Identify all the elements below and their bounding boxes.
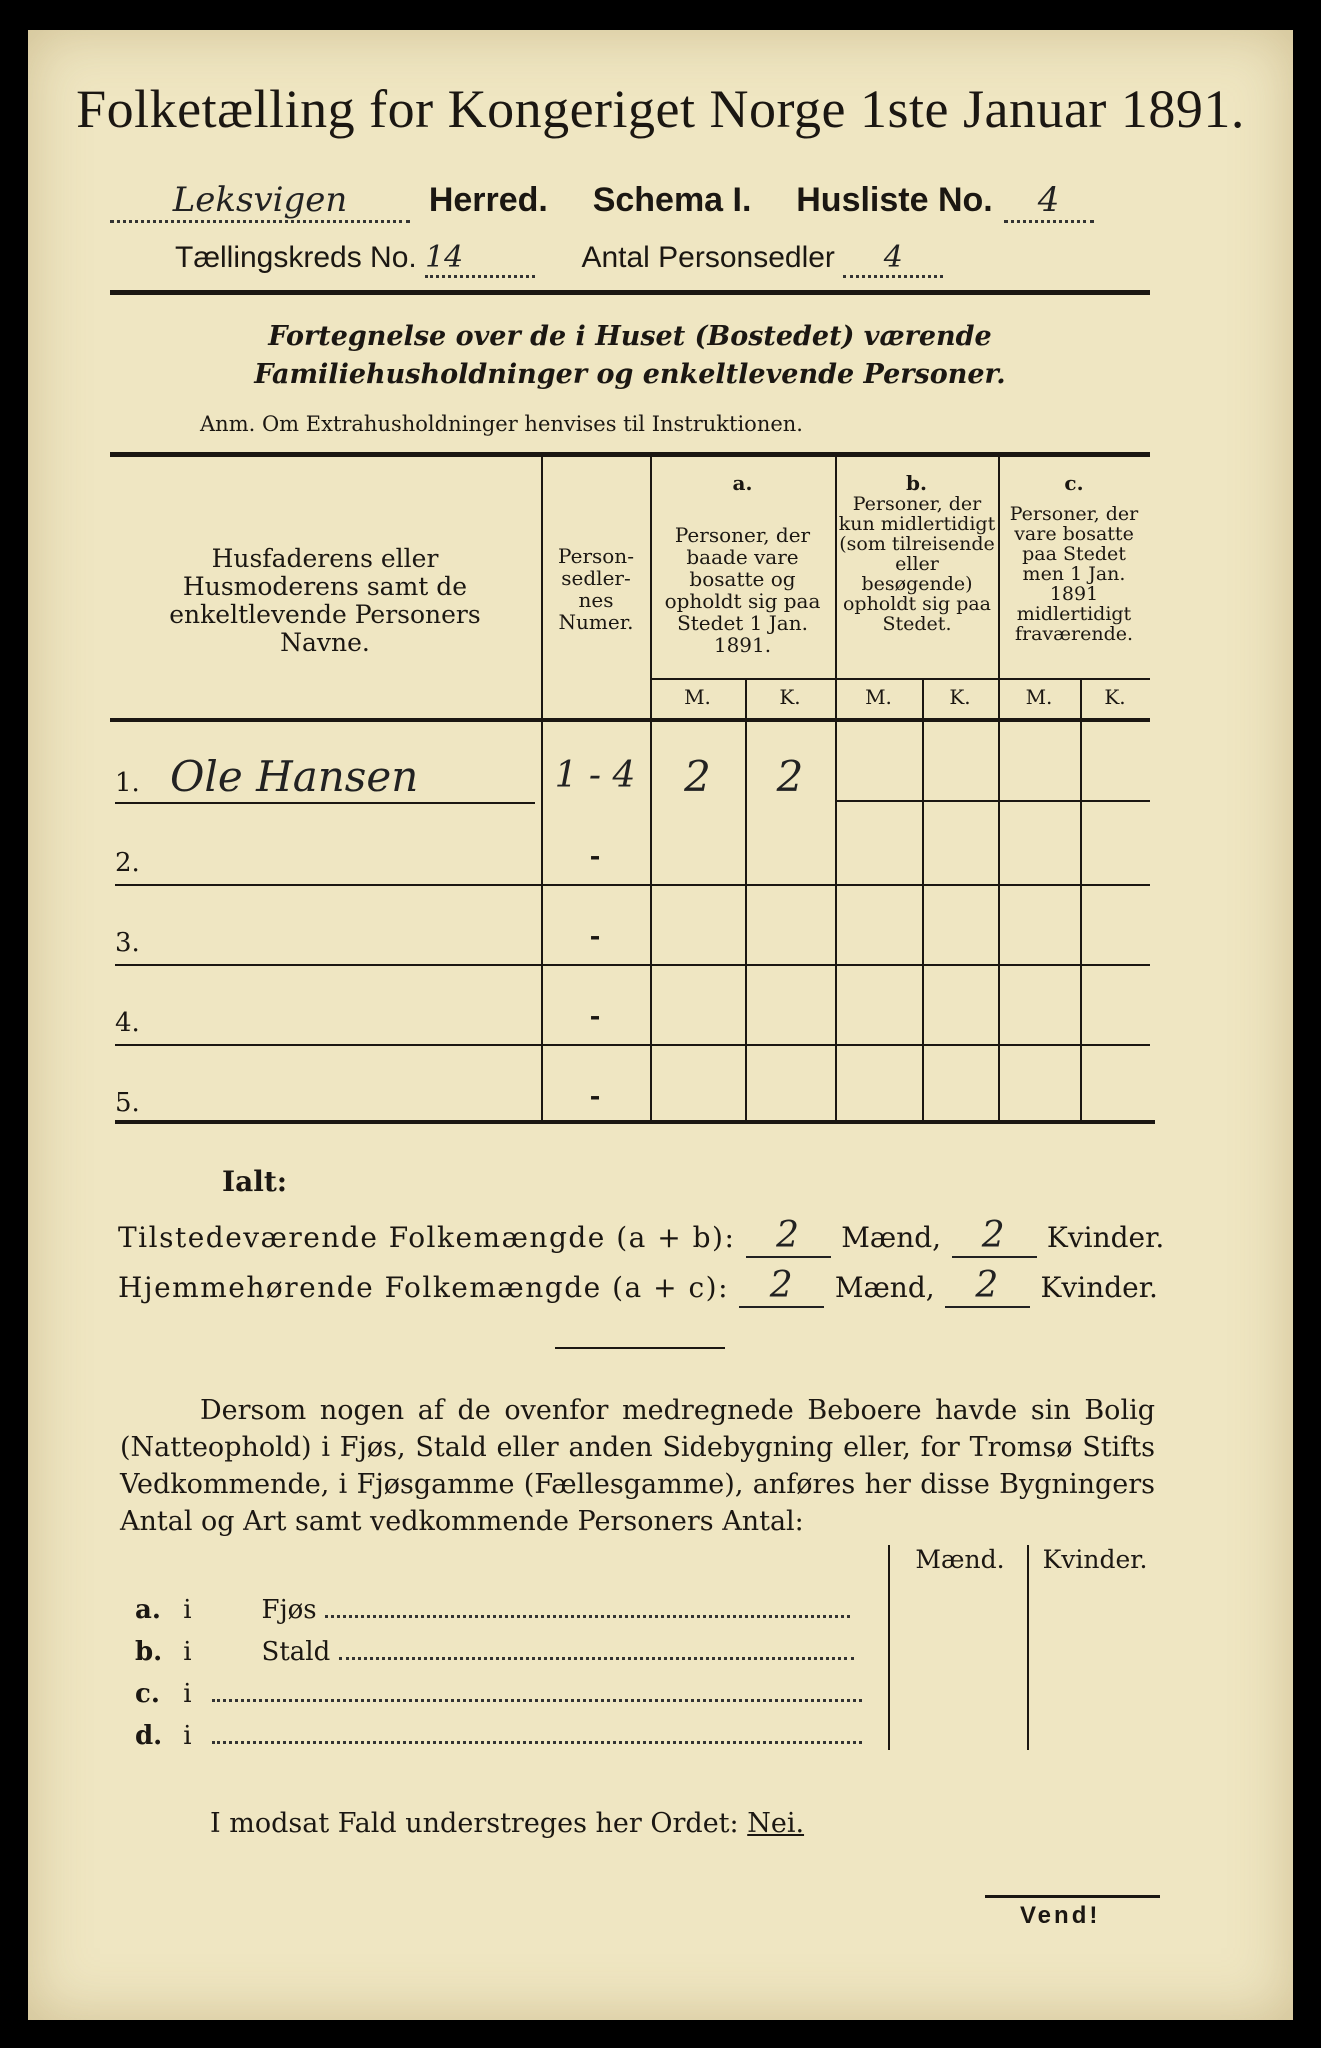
form-title: Folketælling for Kongeriget Norge 1ste Januar 1891.	[76, 79, 1245, 139]
table-header-rule	[110, 718, 1150, 722]
nei-word: Nei.	[747, 1808, 805, 1839]
building-row	[135, 1595, 850, 1625]
building-i: i	[183, 1679, 192, 1709]
col-name-header: Husfaderens eller Husmoderens samt de enkeltlevende Personers Navne.	[169, 544, 481, 657]
building-label: Stald	[261, 1637, 331, 1667]
modsat-line	[210, 1808, 804, 1839]
building-dots	[212, 1699, 862, 1702]
mk-label: M.	[1025, 685, 1053, 709]
husliste-value: 4	[1004, 180, 1094, 223]
row-rule	[115, 964, 1150, 966]
row-name: Ole Hansen	[170, 752, 419, 801]
mk-label: K.	[949, 685, 971, 709]
building-i: i	[183, 1721, 192, 1751]
husliste-label: Husliste No.	[796, 181, 993, 219]
building-letter: a.	[135, 1595, 161, 1625]
col-divider	[1027, 1545, 1029, 1750]
totals-line-2	[118, 1265, 1158, 1308]
col-b-header: Personer, der kun midlertidigt (som tilreisende eller besøgende) opholdt sig paa Stedet.	[838, 493, 996, 635]
building-row	[135, 1637, 854, 1667]
row-number: 3.	[115, 928, 140, 958]
col-divider	[888, 1545, 890, 1750]
herred-line	[110, 180, 1210, 223]
building-dots	[339, 1657, 854, 1660]
row-a-k: 2	[776, 752, 804, 801]
row-num: -	[589, 1082, 601, 1112]
row-number: 4.	[115, 1008, 140, 1038]
building-dots	[325, 1615, 850, 1618]
building-dots	[212, 1741, 862, 1744]
antal-value: 4	[843, 240, 943, 278]
col-c-letter: c.	[1064, 471, 1084, 495]
row-num: -	[589, 922, 601, 952]
col-a-header: Personer, der baade vare bosatte og opholdt sig paa Stedet 1 Jan. 1891.	[664, 523, 821, 657]
building-i: i	[183, 1595, 192, 1625]
mk-label: M.	[865, 685, 892, 709]
col-divider	[922, 680, 924, 1122]
totals-kvinder-label: Kvinder.	[1046, 1221, 1165, 1254]
intro-text: Fortegnelse over de i Huset (Bostedet) værende Familiehusholdninger og enkeltlevende Personer.	[254, 321, 1006, 390]
totals-maend-label: Mænd,	[834, 1271, 935, 1304]
row-number: 2.	[115, 848, 140, 878]
building-i: i	[183, 1637, 192, 1667]
kreds-line	[175, 240, 1225, 278]
herred-value: Leksvigen	[110, 180, 410, 223]
section-divider	[555, 1347, 725, 1349]
building-letter: c.	[135, 1679, 160, 1709]
vend-label: Vend!	[1020, 1902, 1101, 1929]
intro-note: Anm. Om Extrahusholdninger henvises til Instruktionen.	[200, 412, 803, 436]
kreds-value: 14	[425, 240, 535, 278]
header-rule	[110, 290, 1150, 295]
vend-rule	[985, 1895, 1160, 1898]
building-row	[135, 1721, 862, 1751]
totals-label: Hjemmehørende Folkemængde (a + c):	[118, 1271, 729, 1304]
totals-kvinder-value: 2	[945, 1265, 1030, 1308]
col-divider	[835, 457, 837, 1122]
kreds-label: Tællingskreds No.	[175, 241, 417, 274]
maend-header: Mænd.	[915, 1545, 1005, 1574]
kvinder-header: Kvinder.	[1042, 1545, 1148, 1574]
building-letter: d.	[135, 1721, 163, 1751]
col-c-header: Personer, der vare bosatte paa Stedet men 1 Jan. 1891 midlertidigt fraværende.	[1009, 503, 1139, 645]
totals-kvinder-value: 2	[952, 1215, 1037, 1258]
row-rule	[115, 802, 535, 804]
row-num: -	[589, 842, 601, 872]
building-label: Fjøs	[261, 1595, 317, 1625]
totals-kvinder-label: Kvinder.	[1040, 1271, 1158, 1304]
row-rule	[115, 884, 1150, 886]
row-rule	[835, 800, 1150, 802]
col-b-letter: b.	[906, 471, 927, 495]
row-rule	[115, 1044, 1150, 1046]
building-letter: b.	[135, 1637, 163, 1667]
schema-label: Schema I.	[592, 181, 752, 219]
totals-label: Tilstedeværende Folkemængde (a + b):	[118, 1221, 736, 1254]
buildings-paragraph: Dersom nogen af de ovenfor medregnede Beboere havde sin Bolig (Natteophold) i Fjøs, Stald eller anden Sidebygning eller, for Tromsø Stifts Vedkommende, i Fjøsgamme (Fællesgamme), anføres her disse Bygningers Antal og Art samt vedkommende Personers Antal:	[120, 1395, 1155, 1537]
row-number: 5.	[115, 1088, 140, 1118]
mk-label: K.	[779, 685, 801, 709]
herred-label: Herred.	[428, 181, 548, 219]
col-divider	[541, 457, 543, 1122]
row-num: 1 - 4	[554, 755, 636, 796]
table-top-rule	[110, 452, 1150, 457]
ialt-label: Ialt:	[222, 1165, 288, 1198]
antal-label: Antal Personsedler	[581, 241, 835, 274]
row-num: -	[589, 1002, 601, 1032]
col-num-header: Person-sedler-nes Numer.	[558, 544, 634, 634]
mk-rule	[650, 678, 1150, 680]
col-divider	[745, 680, 747, 1122]
mk-label: K.	[1104, 685, 1126, 709]
row-a-m: 2	[684, 752, 711, 801]
row-number: 1.	[115, 768, 140, 798]
col-divider	[1080, 680, 1082, 1122]
building-row	[135, 1679, 862, 1709]
totals-maend-value: 2	[746, 1215, 831, 1258]
table-bottom-rule	[115, 1120, 1155, 1124]
totals-line-1	[118, 1215, 1164, 1258]
modsat-text: I modsat Fald understreges her Ordet:	[210, 1808, 739, 1839]
mk-label: M.	[684, 685, 711, 709]
col-a-letter: a.	[732, 471, 753, 495]
totals-maend-value: 2	[739, 1265, 824, 1308]
totals-maend-label: Mænd,	[841, 1221, 942, 1254]
